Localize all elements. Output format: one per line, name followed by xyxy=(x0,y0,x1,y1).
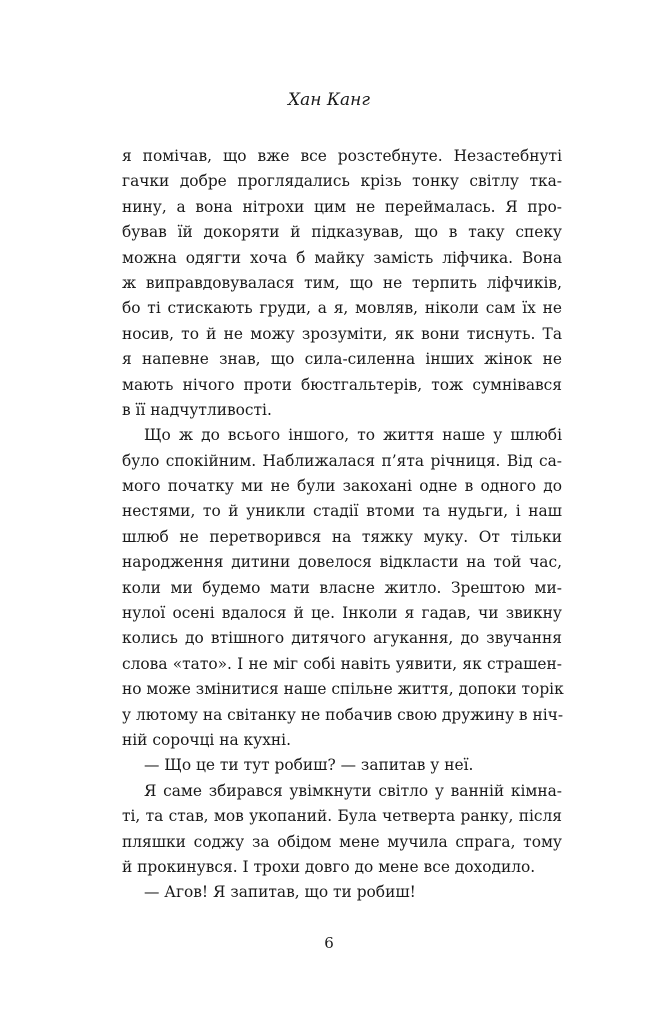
text-line: колись до втішного дитячого агукання, до звучання xyxy=(122,629,562,648)
text-line: народження дитини довелося відкласти на той час, xyxy=(122,553,562,572)
text-line: носив, то й не можу зрозуміти, як вони тиснуть. Та xyxy=(122,324,562,343)
text-line: слова «тато». І не міг собі навіть уявити, як страшен- xyxy=(122,654,562,673)
text-line: нулої осені вдалося й це. Інколи я гадав, чи звикну xyxy=(122,604,562,623)
paragraph xyxy=(122,779,562,881)
paragraph xyxy=(122,423,562,753)
text-line: гачки добре проглядались крізь тонку світлу тка- xyxy=(122,172,562,191)
text-line: й прокинувся. І трохи довго до мене все доходило. xyxy=(122,857,536,876)
text-line: бував їй докоряти й підказував, що в таку спеку xyxy=(122,223,562,242)
text-line: нину, а вона нітрохи цим не переймалась. Я про- xyxy=(122,197,562,216)
text-line: коли ми будемо мати власне житло. Зрештою ми- xyxy=(122,578,562,597)
text-line: Я саме збирався увімкнути світло у ванній кімна- xyxy=(144,781,562,800)
text-line: можна одягти хоча б майку замість ліфчика. Вона xyxy=(122,248,562,267)
text-line: мого початку ми не були закохані одне в одного до xyxy=(122,477,562,496)
text-line: ж виправдовувалася тим, що не терпить ліфчиків, xyxy=(122,273,562,292)
text-line: пляшки соджу за обідом мене мучила спрага, тому xyxy=(122,832,562,851)
text-line: я помічав, що вже все розстебнуте. Незастебнуті xyxy=(122,147,562,165)
text-line: в її надчутливості. xyxy=(122,400,272,419)
text-line: — Що це ти тут робиш? — запитав у неї. xyxy=(144,756,474,775)
text-line: нестями, то й уникли стадії втоми та нудьги, і наш xyxy=(122,502,562,521)
text-line: но може змінитися наше спільне життя, допоки торік xyxy=(122,680,564,699)
text-line: було спокійним. Наближалася п’ята річниця. Від са- xyxy=(122,451,562,470)
text-line: я напевне знав, що сила-силенна інших жінок не xyxy=(122,350,562,369)
text-line: шлюб не перетворився на тяжку муку. От тільки xyxy=(122,527,562,546)
page-number: 6 xyxy=(324,934,334,952)
text-line: — Агов! Я запитав, що ти робиш! xyxy=(144,883,416,902)
text-line: мають нічого проти бюстгальтерів, тож сумнівався xyxy=(122,375,562,394)
text-line: ті, та став, мов укопаний. Була четверта ранку, після xyxy=(122,807,562,826)
body-text xyxy=(122,144,562,906)
text-line: у лютому на світанку не побачив свою дружину в ніч- xyxy=(122,705,564,724)
text-line: ній сорочці на кухні. xyxy=(122,730,291,749)
running-head: Хан Канг xyxy=(288,90,370,110)
text-line: бо ті стискають груди, а я, мовляв, ніколи сам їх не xyxy=(122,299,562,318)
text-line: Що ж до всього іншого, то життя наше у шлюбі xyxy=(144,426,562,445)
paragraph xyxy=(122,880,562,905)
paragraph xyxy=(122,753,562,778)
paragraph xyxy=(122,144,562,423)
